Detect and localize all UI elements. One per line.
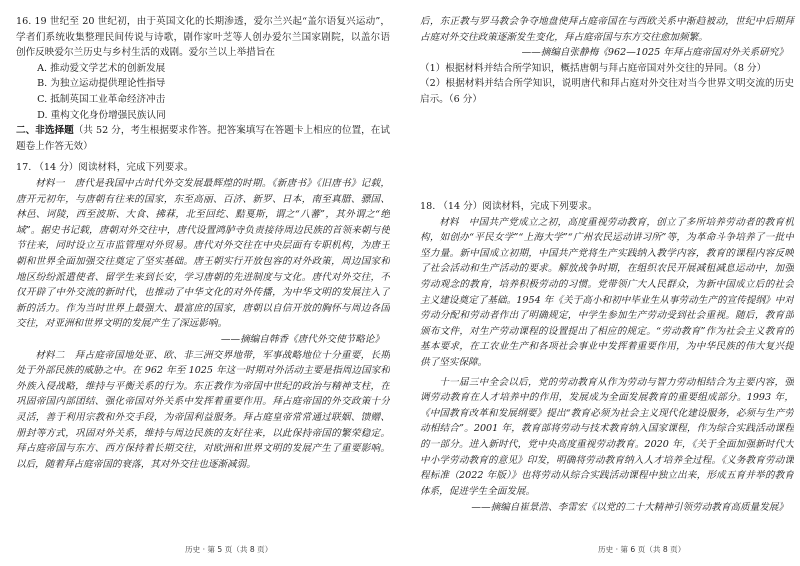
q17-material-2-continued: 后，东正教与罗马教会争夺地盘使拜占庭帝国在与西欧关系中渐趋被动，世纪中后期拜占庭对外交往政策逐渐发生变化，拜占庭帝国与东方交往愈加频繁。 — [420, 16, 794, 43]
q17-requirement-1: （1）根据材料并结合所学知识，概括唐朝与拜占庭帝国对外交往的异同。（8 分） — [420, 62, 767, 74]
q18-source: ——摘编自崔景浩、李雷宏《以党的二十大精神引领劳动教育高质量发展》 — [471, 501, 788, 513]
page-footer-left: 历史 · 第 5 页（共 8 页） — [185, 545, 273, 554]
section-2-note: （共 52 分，考生根据要求作答。把答案填写在答题卡上相应的位置，在试题卷上作答无效） — [16, 125, 391, 152]
q17-material-2-source: ——摘编自张静梅《962—1025 年拜占庭帝国对外关系研究》 — [521, 47, 788, 59]
section-2-heading — [16, 123, 390, 154]
q17-requirement-2: （2）根据材料并结合所学知识，说明唐代和拜占庭对外交往对当今世界文明交流的历史启示。（6 分） — [420, 78, 794, 105]
q16-option-d: D. 重构文化身份增强民族认同 — [37, 109, 166, 121]
right-column-top — [420, 14, 794, 108]
left-column — [16, 14, 390, 488]
q17-material-2: 材料二 拜占庭帝国地处亚、欧、非三洲交界地带，军事战略地位十分重要，长期处于外部民族的威胁之中。在 962 年至 1025 年这一时期对外活动主要是指周边国家和外族入侵战略，维持与平衡关系的行为。东正教作为帝国中世纪的政治与精神支柱，在巩固帝国内部团结、强化帝国对外关系中发挥着重要作用。拜占庭帝国的外交政策十分灵活，善于利用宗教和外交手段，为帝国利益服务。拜占庭皇帝常常通过联姻、馈赠、册封等方式，巩固对外关系，维持与周边民族的友好往来，以此保持帝国的繁荣稳定。拜占庭帝国与东方、西方保持着长期交往，对欧洲和世界文明的发展产生了重要影响。以后，随着拜占庭帝国的衰落，其对外交往也逐渐减弱。 — [16, 349, 390, 470]
q18-block — [420, 199, 794, 515]
section-2-title: 二、非选择题 — [16, 125, 74, 137]
q18-material-2: 十一届三中全会以后，党的劳动教育从作为劳动与智力劳动相结合为主要内容，强调劳动教育在人才培养中的作用，发展成为全面发展教育的重要组成部分。1993 年，《中国教育改革和发展纲要》提出“教育必须为社会主义现代化建设服务，必须与生产劳动相结合”。2001 年，教育部将劳动与技术教育纳入国家课程，作为综合实践活动课程的一部分。进入新时代，党中央高度重视劳动教育。2020 年，《关于全面加强新时代大中小学劳动教育的意见》印发，明确将劳动教育纳入人才培养全过程。《义务教育劳动课程标准（2022 年版）》也将劳动从综合实践活动课程中独立出来，形成五育并举的教育体系，促进学生全面发展。 — [420, 376, 794, 497]
q18-material-1: 材料 中国共产党成立之初，高度重视劳动教育，创立了多所培养劳动者的教育机构，如创办“平民女学”“上海大学”“广州农民运动讲习所”等，为革命斗争培养了一批中坚力量。新中国成立初期，中国共产党将生产实践纳入教学内容，教育的课程内容反映了社会活动和生产活动的要求。解放战争时期，在组织农民开展减租减息运动中，加强劳动观念的教育，培养积极劳动的习惯。党带领广大人民群众，为新中国成立后的社会主义建设奠定了基础。1954 年《关于高小和初中毕业生从事劳动生产的宣传提纲》中对劳动分配和劳动者作出了明确规定，中学生参加生产劳动受到社会重视。随后，教育部颁布文件，对生产劳动课程的设置提出了相应的规定。“劳动教育”作为社会主义教育的基本要求，在工农业生产和各项社会事业中发挥着重要作用，为中华民族的伟大复兴提供了坚实保障。 — [420, 216, 794, 368]
q16-option-b: B. 为独立运动提供理论性指导 — [37, 78, 166, 90]
q16-option-c: C. 抵制英国工业革命经济冲击 — [37, 93, 166, 105]
q17-head: 17. （14 分）阅读材料，完成下列要求。 — [16, 162, 194, 174]
q16-stem: 16. 19 世纪至 20 世纪初，由于英国文化的长期渗透，爱尔兰兴起“盖尔语复兴运动”，学者们系统收集整理民间传说与诗歌，剧作家叶芝等人创办爱尔兰国家剧院，以盖尔语创作反映爱尔兰历史与乡村生活的戏剧。爱尔兰以上举措旨在 — [16, 16, 390, 59]
q17-material-1: 材料一 唐代是我国中古时代外交发展最辉煌的时期。《新唐书》《旧唐书》记载，唐开元初年，与唐朝有往来的国家，东至高丽、百济、新罗、日本，南至真腊、骠国、林邑、诃陵，西至波斯、大食、拂菻，北至回纥、黠戛斯，谓之“八蕃”，其外谓之“绝域”。据史书记载，唐朝对外交往中，唐代设置鸿胪寺负责接待周边民族的首领来朝与使节往来，同时设立互市监管理对外贸易。唐代对外交往在中央层面有专职机构，为唐王朝和世界全面加强交往奠定了坚实基础。唐王朝实行开放包容的对外政策，周边国家和地区纷纷派遣使者、留学生来到长安，学习唐朝的先进制度与文化。唐代对外交往，不仅开辟了中外交流的新时代，也推动了中华文化的对外传播，为中华文明的发展注入了新的活力。作为当时世界上最强大、最富庶的国家，唐朝以自信开放的胸怀与周边各国交往，对亚洲和世界文明的发展产生了深远影响。 — [16, 177, 390, 330]
page-footer-right: 历史 · 第 6 页（共 8 页） — [598, 545, 686, 554]
q17-material-1-source: ——摘编自韩香《唐代外交使节略论》 — [220, 333, 384, 345]
q16-option-a: A. 推动爱文学艺术的创新发展 — [37, 62, 166, 74]
q18-head: 18. （14 分）阅读材料，完成下列要求。 — [420, 201, 598, 212]
